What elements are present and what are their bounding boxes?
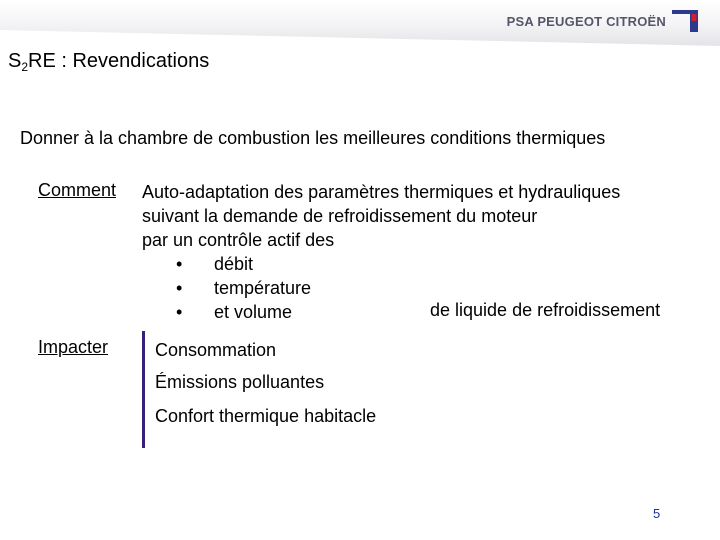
bullet-suffix: de liquide de refroidissement (430, 300, 661, 320)
psa-logo (507, 10, 698, 32)
comment-label: Comment (38, 180, 117, 200)
comment-line: Auto-adaptation des paramètres thermiques et hydrauliques (142, 182, 621, 202)
bullet-icon: • (176, 302, 183, 322)
bullet-icon: • (176, 278, 183, 298)
impact-item: Confort thermique habitacle (155, 406, 377, 426)
intro-text: Donner à la chambre de combustion les meilleures conditions thermiques (20, 128, 606, 148)
impact-bar (142, 331, 145, 448)
comment-line: par un contrôle actif des (142, 230, 335, 250)
bullet-text: débit (214, 254, 254, 274)
bullet-text: température (214, 278, 312, 298)
page-number: 5 (653, 506, 661, 521)
comment-line: suivant la demande de refroidissement du moteur (142, 206, 538, 226)
bullet-icon: • (176, 254, 183, 274)
slide-title: $S_2RE$ : Revendications (8, 50, 210, 74)
impacter-label: Impacter (38, 337, 109, 357)
logo-text: PSA PEUGEOT CITROËN (506, 13, 666, 29)
impact-item: Consommation (155, 340, 277, 360)
bullet-item (142, 276, 620, 300)
impact-item: Émissions polluantes (155, 372, 325, 392)
psa-logo-icon (672, 10, 698, 32)
bullet-text: et volume (214, 302, 293, 322)
bullet-item (142, 252, 620, 276)
